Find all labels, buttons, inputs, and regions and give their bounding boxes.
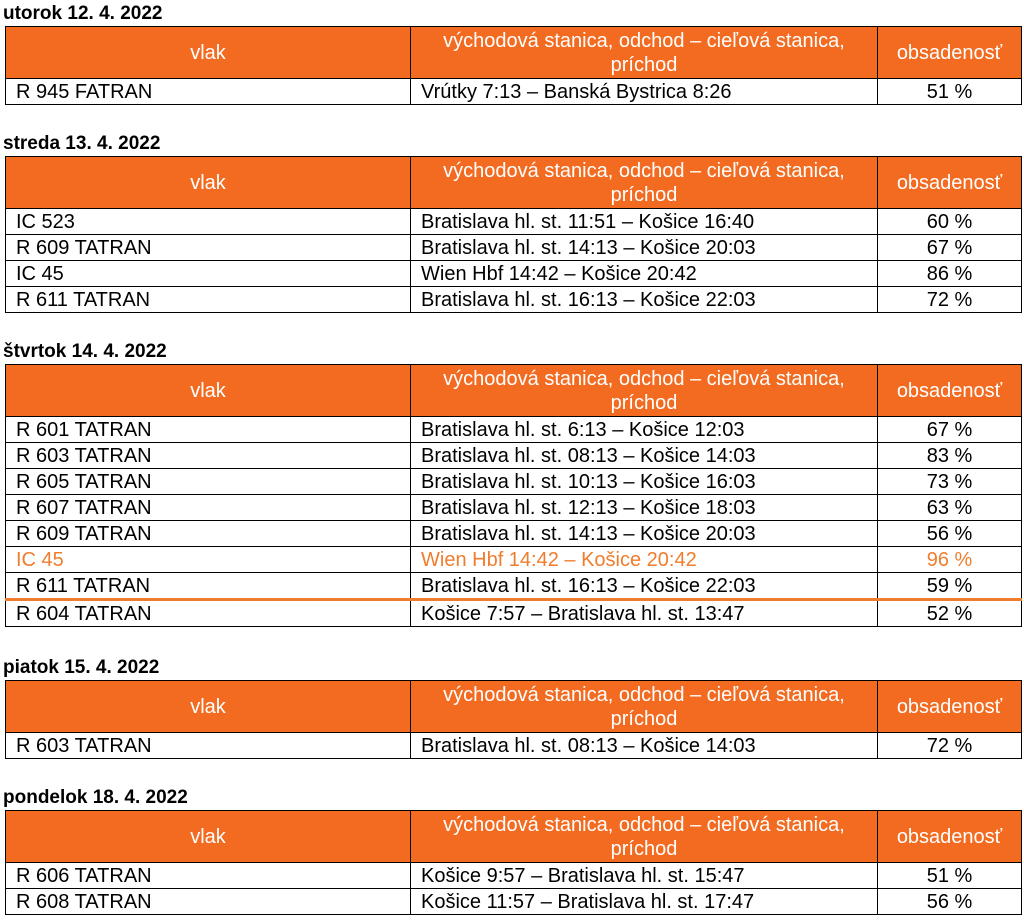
occupancy-cell: 60 % xyxy=(878,209,1022,235)
col-header-route: východová stanica, odchod – cieľová stanica, príchod xyxy=(411,365,878,417)
route-cell: Bratislava hl. st. 16:13 – Košice 22:03 xyxy=(411,287,878,313)
table-row xyxy=(6,209,1022,235)
train-cell: R 611 TATRAN xyxy=(6,287,411,313)
route-cell: Bratislava hl. st. 08:13 – Košice 14:03 xyxy=(411,443,878,469)
occupancy-cell: 96 % xyxy=(878,547,1022,573)
table-row xyxy=(6,889,1022,915)
train-cell: R 601 TATRAN xyxy=(6,417,411,443)
schedule-table xyxy=(5,156,1022,313)
col-header-train: vlak xyxy=(6,811,411,863)
table-row xyxy=(6,287,1022,313)
schedule-table xyxy=(5,810,1022,915)
route-cell: Košice 7:57 – Bratislava hl. st. 13:47 xyxy=(411,600,878,627)
occupancy-cell: 56 % xyxy=(878,521,1022,547)
train-cell: R 611 TATRAN xyxy=(6,573,411,600)
col-header-occupancy: obsadenosť xyxy=(878,811,1022,863)
route-cell: Vrútky 7:13 – Banská Bystrica 8:26 xyxy=(411,79,878,105)
table-row xyxy=(6,521,1022,547)
day-title: streda 13. 4. 2022 xyxy=(3,133,161,154)
route-cell: Bratislava hl. st. 08:13 – Košice 14:03 xyxy=(411,733,878,759)
route-cell: Bratislava hl. st. 12:13 – Košice 18:03 xyxy=(411,495,878,521)
table-row xyxy=(6,469,1022,495)
table-row xyxy=(6,79,1022,105)
table-row xyxy=(6,235,1022,261)
train-cell: R 603 TATRAN xyxy=(6,733,411,759)
occupancy-cell: 73 % xyxy=(878,469,1022,495)
train-cell: R 605 TATRAN xyxy=(6,469,411,495)
route-cell: Bratislava hl. st. 14:13 – Košice 20:03 xyxy=(411,235,878,261)
occupancy-cell: 86 % xyxy=(878,261,1022,287)
train-cell: R 604 TATRAN xyxy=(6,600,411,627)
col-header-occupancy: obsadenosť xyxy=(878,681,1022,733)
col-header-occupancy: obsadenosť xyxy=(878,27,1022,79)
route-cell: Bratislava hl. st. 11:51 – Košice 16:40 xyxy=(411,209,878,235)
col-header-occupancy: obsadenosť xyxy=(878,365,1022,417)
train-cell: R 609 TATRAN xyxy=(6,235,411,261)
schedule-table xyxy=(5,364,1022,627)
route-cell: Bratislava hl. st. 6:13 – Košice 12:03 xyxy=(411,417,878,443)
occupancy-cell: 51 % xyxy=(878,79,1022,105)
table-row xyxy=(6,573,1022,600)
route-cell: Bratislava hl. st. 10:13 – Košice 16:03 xyxy=(411,469,878,495)
route-cell: Košice 11:57 – Bratislava hl. st. 17:47 xyxy=(411,889,878,915)
occupancy-cell: 52 % xyxy=(878,600,1022,627)
train-cell: R 608 TATRAN xyxy=(6,889,411,915)
table-row xyxy=(6,733,1022,759)
col-header-route: východová stanica, odchod – cieľová stanica, príchod xyxy=(411,27,878,79)
occupancy-cell: 56 % xyxy=(878,889,1022,915)
train-cell: R 945 FATRAN xyxy=(6,79,411,105)
occupancy-cell: 67 % xyxy=(878,235,1022,261)
table-row xyxy=(6,261,1022,287)
col-header-occupancy: obsadenosť xyxy=(878,157,1022,209)
train-cell: R 603 TATRAN xyxy=(6,443,411,469)
highlighted-table-row xyxy=(6,547,1022,573)
occupancy-cell: 72 % xyxy=(878,733,1022,759)
table-row xyxy=(6,495,1022,521)
train-cell: IC 523 xyxy=(6,209,411,235)
route-cell: Wien Hbf 14:42 – Košice 20:42 xyxy=(411,547,878,573)
occupancy-cell: 59 % xyxy=(878,573,1022,600)
table-row xyxy=(6,863,1022,889)
col-header-train: vlak xyxy=(6,27,411,79)
day-title: utorok 12. 4. 2022 xyxy=(3,3,163,24)
col-header-train: vlak xyxy=(6,681,411,733)
occupancy-cell: 83 % xyxy=(878,443,1022,469)
day-title: pondelok 18. 4. 2022 xyxy=(3,787,188,808)
train-cell: R 609 TATRAN xyxy=(6,521,411,547)
route-cell: Bratislava hl. st. 14:13 – Košice 20:03 xyxy=(411,521,878,547)
day-title: piatok 15. 4. 2022 xyxy=(3,657,160,678)
col-header-train: vlak xyxy=(6,365,411,417)
col-header-route: východová stanica, odchod – cieľová stanica, príchod xyxy=(411,681,878,733)
route-cell: Košice 9:57 – Bratislava hl. st. 15:47 xyxy=(411,863,878,889)
route-cell: Wien Hbf 14:42 – Košice 20:42 xyxy=(411,261,878,287)
occupancy-cell: 63 % xyxy=(878,495,1022,521)
occupancy-cell: 72 % xyxy=(878,287,1022,313)
table-row xyxy=(6,443,1022,469)
table-row xyxy=(6,417,1022,443)
table-row xyxy=(6,600,1022,627)
col-header-route: východová stanica, odchod – cieľová stanica, príchod xyxy=(411,811,878,863)
occupancy-cell: 51 % xyxy=(878,863,1022,889)
col-header-route: východová stanica, odchod – cieľová stanica, príchod xyxy=(411,157,878,209)
train-cell: IC 45 xyxy=(6,547,411,573)
train-cell: IC 45 xyxy=(6,261,411,287)
col-header-train: vlak xyxy=(6,157,411,209)
schedule-table xyxy=(5,26,1022,105)
train-cell: R 607 TATRAN xyxy=(6,495,411,521)
day-title: štvrtok 14. 4. 2022 xyxy=(3,341,167,362)
train-cell: R 606 TATRAN xyxy=(6,863,411,889)
route-cell: Bratislava hl. st. 16:13 – Košice 22:03 xyxy=(411,573,878,600)
occupancy-cell: 67 % xyxy=(878,417,1022,443)
schedule-table xyxy=(5,680,1022,759)
